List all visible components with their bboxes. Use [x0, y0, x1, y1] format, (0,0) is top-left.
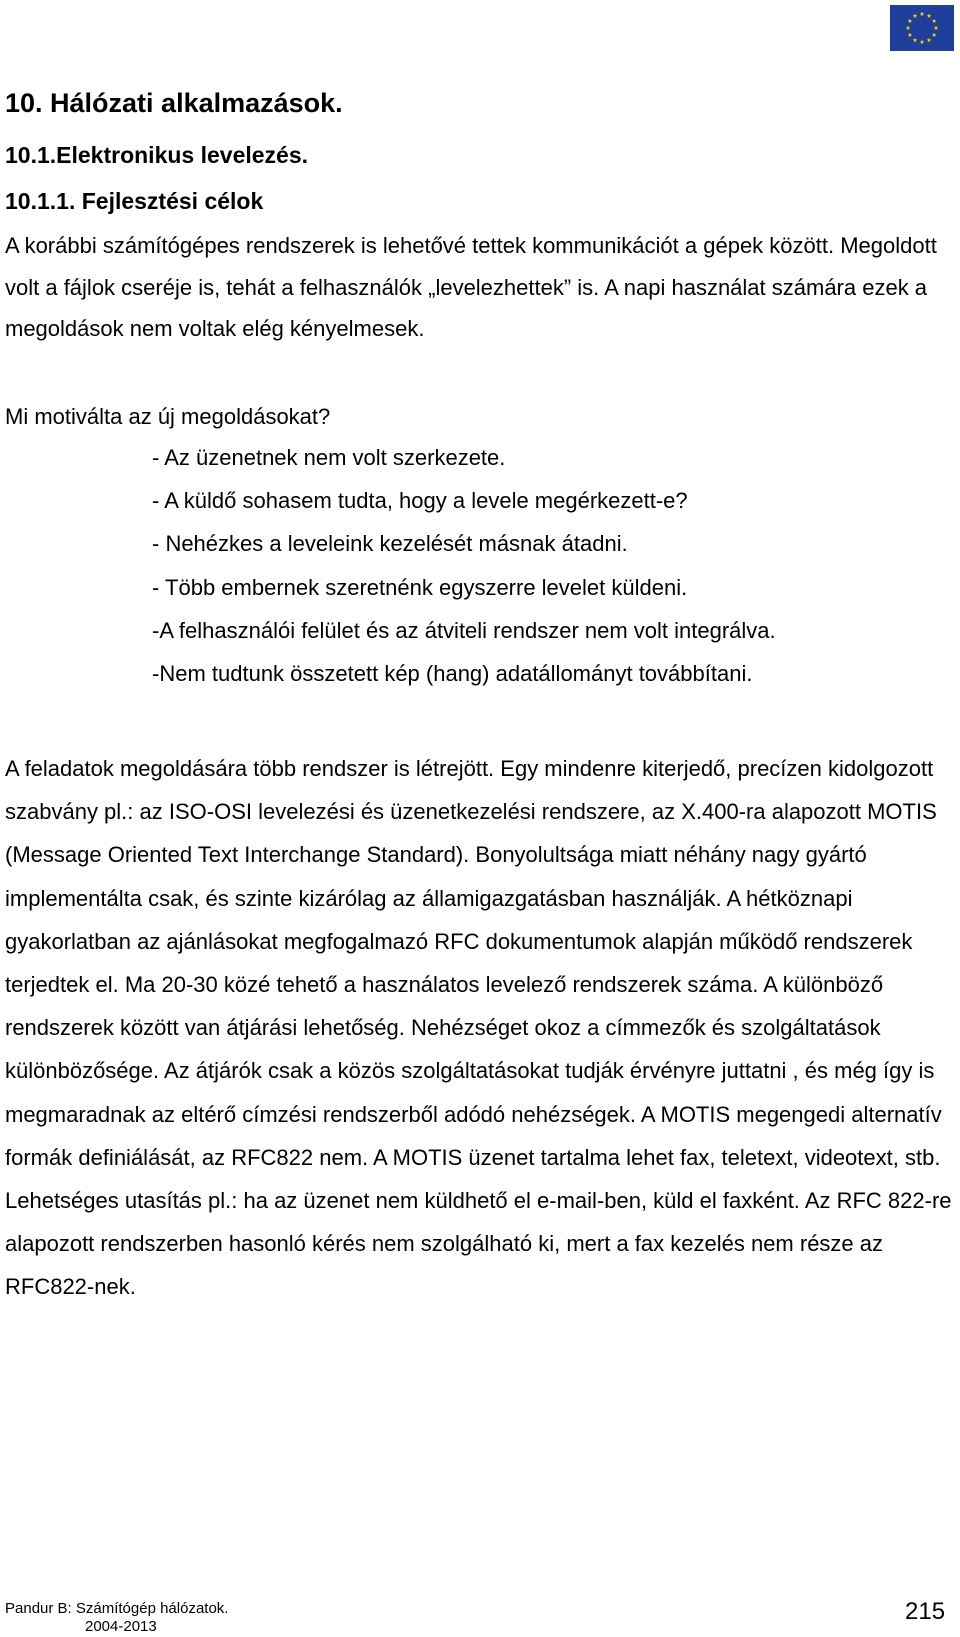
eu-flag-icon: [890, 5, 954, 51]
list-item: - Nehézkes a leveleink kezelését másnak átadni.: [152, 531, 628, 557]
section-title: 10.1.Elektronikus levelezés.: [5, 142, 309, 168]
list-item: - A küldő sohasem tudta, hogy a levele megérkezett-e?: [152, 488, 688, 514]
footer-author: Pandur B: Számítógép hálózatok.: [5, 1600, 229, 1617]
question-paragraph: Mi motiválta az új megoldásokat?: [5, 404, 331, 429]
subsection-title: 10.1.1. Fejlesztési célok: [5, 188, 264, 214]
motivation-list: [152, 436, 776, 695]
body-paragraph: A feladatok megoldására több rendszer is létrejött. Egy mindenre kiterjedő, precízen kidolgozott szabvány pl.: az ISO-OSI levelezési és üzenetkezelési rendszere, az X.400-ra alapozott MOTIS (Message Oriented Text Interchange Standard). Bonyolultsága miatt néhány nagy gyártó implementálta csak, és szinte kizárólag az államigazgatásban használják. A hétköznapi gyakorlatban az ajánlásokat megfogalmazó RFC dokumentumok alapján működő rendszerek terjedtek el. Ma 20-30 közé tehető a használatos levelező rendszerek száma. A különböző rendszerek között van átjárási lehetőség. Nehézséget okoz a címmezők és szolgáltatások különbözősége. Az átjárók csak a közös szolgáltatásokat tudják érvényre juttatni , és még így is megmaradnak az eltérő címzési rendszerből adódó nehézségek. A MOTIS megengedi alternatív formák definiálását, az RFC822 nem. A MOTIS üzenet tartalma lehet fax, teletext, videotext, stb. Lehetséges utasítás pl.: ha az üzenet nem küldhető el e-mail-ben, küld el faxként. Az RFC 822-re alapozott rendszerben hasonló kérés nem szolgálható ki, mert a fax kezelés nem része az RFC822-nek.: [5, 756, 952, 1300]
list-item: - Több embernek szeretnénk egyszerre levelet küldeni.: [152, 574, 688, 600]
list-item: - Az üzenetnek nem volt szerkezete.: [152, 445, 506, 470]
page-number: 215: [905, 1598, 946, 1625]
footer-years: 2004-2013: [85, 1618, 157, 1635]
intro-paragraph: A korábbi számítógépes rendszerek is lehetővé tettek kommunikációt a gépek között. Megoldott volt a fájlok cseréje is, tehát a felhasználók „levelezhettek” is. A napi használat számára ezek a megoldások nem voltak elég kényelmesek.: [5, 233, 937, 341]
list-item: -Nem tudtunk összetett kép (hang) adatállományt továbbítani.: [152, 661, 753, 687]
chapter-title: 10. Hálózati alkalmazások.: [5, 88, 343, 118]
footer-citation: [5, 1600, 228, 1636]
list-item: -A felhasználói felület és az átviteli rendszer nem volt integrálva.: [152, 617, 776, 643]
